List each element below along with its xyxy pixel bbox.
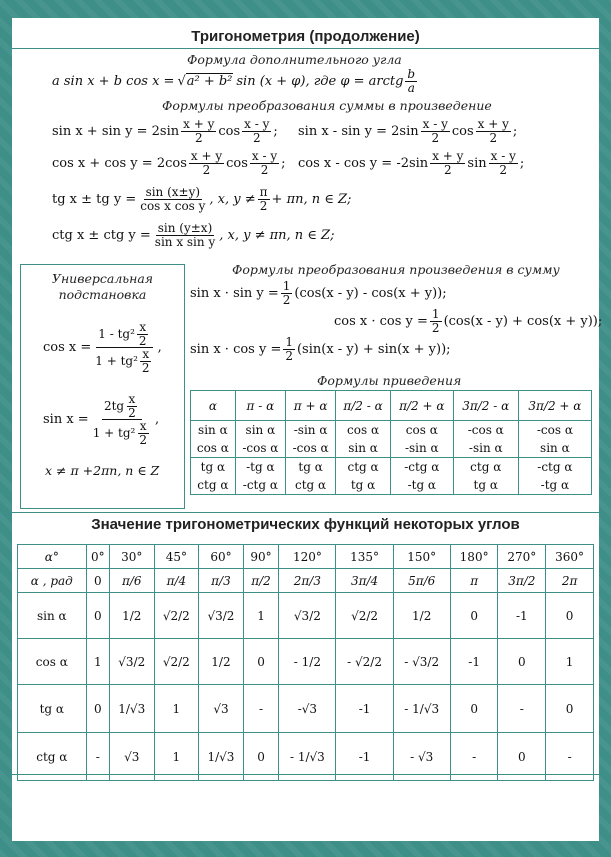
- values-cell: 0: [450, 593, 498, 639]
- values-cell: π/2: [243, 569, 279, 593]
- values-table: [17, 544, 594, 781]
- values-tg-row: [18, 685, 594, 733]
- values-cell: α , рад: [18, 569, 87, 593]
- u-half-d: 2: [138, 333, 147, 348]
- u-half-d: 2: [128, 405, 136, 420]
- u-cos-num: 1 - tg²: [98, 326, 135, 341]
- f1-d2: 2: [252, 130, 261, 145]
- f1-mid: cos: [218, 123, 241, 139]
- bottom-divider: [12, 774, 599, 775]
- reduction-cell: cos α -sin α: [390, 421, 453, 458]
- title-divider: [12, 48, 599, 49]
- p2-half-n: 1: [431, 307, 440, 321]
- reduction-cell: cos α sin α: [336, 421, 391, 458]
- tg-cond: , x, y ≠: [209, 191, 256, 207]
- values-cell: 3π/2: [498, 569, 546, 593]
- p1-half-n: 1: [282, 279, 291, 293]
- values-cell: -1: [336, 733, 393, 781]
- values-cell: √3: [199, 685, 244, 733]
- values-cell: 0: [450, 685, 498, 733]
- tg-den: cos x cos y: [140, 198, 206, 213]
- aux-frac-num: b: [407, 67, 416, 81]
- values-cell: 30°: [109, 545, 154, 569]
- formula-sin-sum: [52, 118, 278, 144]
- reduction-cell: -ctg α -tg α: [390, 458, 453, 495]
- u-half-d: 2: [139, 432, 147, 447]
- u-sin-num: 2tg: [103, 398, 125, 413]
- values-cell: π: [450, 569, 498, 593]
- values-radian-row: [18, 569, 594, 593]
- values-cell: - 1/√3: [393, 685, 450, 733]
- values-cell: 270°: [498, 545, 546, 569]
- universal-condition: x ≠ π +2πn, n ∈ Z: [45, 463, 160, 478]
- values-cell: 1/√3: [109, 685, 154, 733]
- values-cell: -: [498, 685, 546, 733]
- values-cell: 1: [154, 733, 199, 781]
- f4-d2: 2: [499, 162, 508, 177]
- f2-mid: cos: [451, 123, 474, 139]
- ctg-den: sin x sin y: [154, 234, 216, 249]
- u-sin-den: 1 + tg²: [92, 425, 136, 440]
- values-cell: 2π: [546, 569, 594, 593]
- ctg-lhs: ctg x ± ctg y =: [52, 227, 151, 243]
- values-cell: cos α: [18, 639, 87, 685]
- values-cell: -1: [498, 593, 546, 639]
- values-cell: π/4: [154, 569, 199, 593]
- f2-lhs: sin x - sin y = 2sin: [298, 123, 419, 139]
- values-cell: √2/2: [336, 593, 393, 639]
- u-half-n: x: [139, 419, 147, 434]
- reduction-cell: -sin α -cos α: [285, 421, 335, 458]
- values-cell: √3: [109, 733, 154, 781]
- reduction-cell: -cos α sin α: [518, 421, 591, 458]
- f1-n1: x + y: [183, 117, 215, 131]
- reduction-cell: sin α -cos α: [235, 421, 285, 458]
- f4-n2: x - y: [490, 149, 516, 163]
- tg-tail: + πn, n ∈ Z;: [271, 191, 352, 207]
- values-cell: √3/2: [109, 639, 154, 685]
- reduction-header: π - α: [235, 391, 285, 421]
- aux-frac-den: a: [407, 80, 415, 95]
- p2-rhs: (cos(x - y) + cos(x + y));: [443, 313, 603, 329]
- p1-lhs: sin x · sin y =: [190, 285, 279, 301]
- page-title: Тригонометрия (продолжение): [191, 28, 420, 45]
- formula-cos-diff: [298, 150, 524, 176]
- reduction-cell: ctg α tg α: [453, 458, 518, 495]
- values-cell: 0: [498, 639, 546, 685]
- formula-ctg-sum: [52, 222, 334, 248]
- values-cell: 90°: [243, 545, 279, 569]
- universal-cos-formula: [43, 321, 162, 374]
- reduction-header-row: [191, 391, 592, 421]
- reduction-cell: tg α ctg α: [191, 458, 236, 495]
- reduction-header: α: [191, 391, 236, 421]
- values-cell: - √2/2: [336, 639, 393, 685]
- product-to-sum-heading: Формулы преобразования произведения в сумму: [232, 262, 560, 277]
- values-cell: ctg α: [18, 733, 87, 781]
- tg-num: sin (x±y): [145, 185, 201, 199]
- values-cell: 120°: [279, 545, 336, 569]
- values-cell: -1: [336, 685, 393, 733]
- aux-rhs: sin (x + φ), где φ = arctg: [236, 73, 404, 89]
- values-cell: 45°: [154, 545, 199, 569]
- u-comma: ,: [157, 340, 162, 356]
- values-cell: 0: [546, 685, 594, 733]
- values-cell: -: [546, 733, 594, 781]
- universal-heading-2: подстановка: [58, 287, 147, 302]
- tg-pi-num: π: [259, 185, 268, 199]
- values-cell: -: [243, 685, 279, 733]
- reduction-table: [190, 390, 592, 495]
- u-half-d: 2: [141, 360, 150, 375]
- aux-lhs: a sin x + b cos x =: [52, 73, 175, 89]
- universal-heading-1: Универсальная: [51, 271, 154, 286]
- reduction-header: 3π/2 + α: [518, 391, 591, 421]
- f1-end: ;: [273, 123, 278, 139]
- values-cell: 1: [154, 685, 199, 733]
- universal-sin-formula: [43, 393, 159, 446]
- p1-half-d: 2: [282, 292, 291, 307]
- values-cell: 150°: [393, 545, 450, 569]
- f2-end: ;: [512, 123, 518, 139]
- u-half-n: x: [139, 320, 147, 334]
- reduction-row: [191, 421, 592, 458]
- values-cell: √2/2: [154, 593, 199, 639]
- values-cell: 1/2: [109, 593, 154, 639]
- values-cell: 1/√3: [199, 733, 244, 781]
- reduction-cell: sin α cos α: [191, 421, 236, 458]
- values-cell: 5π/6: [393, 569, 450, 593]
- reduction-cell: -tg α -ctg α: [235, 458, 285, 495]
- reduction-header: π + α: [285, 391, 335, 421]
- sum-to-product-heading: Формулы преобразования суммы в произведение: [162, 98, 492, 113]
- values-cell: 0: [86, 685, 109, 733]
- f4-lhs: cos x - cos y = -2sin: [298, 155, 429, 171]
- values-cell: - 1/√3: [279, 733, 336, 781]
- reduction-header: π/2 - α: [336, 391, 391, 421]
- page: [12, 18, 603, 841]
- values-cell: α°: [18, 545, 87, 569]
- values-sin-row: [18, 593, 594, 639]
- reduction-cell: -cos α -sin α: [453, 421, 518, 458]
- tg-pi-den: 2: [259, 198, 268, 213]
- values-cell: 3π/4: [336, 569, 393, 593]
- f4-d1: 2: [443, 162, 452, 177]
- formula-sin-sin: [190, 280, 447, 306]
- p3-half-d: 2: [285, 348, 293, 363]
- f1-n2: x - y: [244, 117, 270, 131]
- values-cell: -1: [450, 639, 498, 685]
- values-cell: 360°: [546, 545, 594, 569]
- f3-d2: 2: [260, 162, 269, 177]
- values-cell: -√3: [279, 685, 336, 733]
- values-cell: 0: [243, 733, 279, 781]
- u-cos-lhs: cos x =: [43, 340, 92, 356]
- values-cell: π/3: [199, 569, 244, 593]
- values-cell: π/6: [109, 569, 154, 593]
- values-cell: - √3/2: [393, 639, 450, 685]
- reduction-heading: Формулы приведения: [317, 373, 462, 388]
- p3-lhs: sin x · cos y =: [190, 341, 282, 357]
- p3-rhs: (sin(x - y) + sin(x + y));: [296, 341, 451, 357]
- p3-half-n: 1: [285, 335, 293, 349]
- reduction-row: [191, 458, 592, 495]
- values-heading: Значение тригонометрических функций некоторых углов: [91, 516, 520, 533]
- u-half-n: x: [128, 392, 136, 406]
- f3-n1: x + y: [190, 149, 223, 163]
- values-cell: 1: [243, 593, 279, 639]
- values-cell: 0: [86, 593, 109, 639]
- f2-d2: 2: [489, 130, 498, 145]
- f3-mid: cos: [226, 155, 248, 171]
- f4-mid: sin: [467, 155, 487, 171]
- f1-lhs: sin x + sin y = 2sin: [52, 123, 180, 139]
- values-cell: 0: [86, 569, 109, 593]
- values-cell: - √3: [393, 733, 450, 781]
- reduction-header: π/2 + α: [390, 391, 453, 421]
- formula-cos-cos: [334, 308, 602, 334]
- p2-lhs: cos x · cos y =: [334, 313, 428, 329]
- values-cell: √2/2: [154, 639, 199, 685]
- f2-d1: 2: [431, 130, 440, 145]
- reduction-cell: ctg α tg α: [336, 458, 391, 495]
- ctg-cond: , x, y ≠ πn, n ∈ Z;: [219, 227, 335, 243]
- values-cell: √3/2: [199, 593, 244, 639]
- values-cell: 180°: [450, 545, 498, 569]
- values-cell: √3/2: [279, 593, 336, 639]
- values-cell: 135°: [336, 545, 393, 569]
- tg-lhs: tg x ± tg y =: [52, 191, 137, 207]
- values-cell: tg α: [18, 685, 87, 733]
- f3-d1: 2: [202, 162, 211, 177]
- values-cos-row: [18, 639, 594, 685]
- values-cell: -: [86, 733, 109, 781]
- u-comma: ,: [154, 412, 160, 428]
- values-cell: 1: [546, 639, 594, 685]
- values-cell: 60°: [199, 545, 244, 569]
- ctg-num: sin (y±x): [157, 221, 213, 235]
- f3-lhs: cos x + cos y = 2cos: [52, 155, 187, 171]
- values-cell: 2π/3: [279, 569, 336, 593]
- values-cell: 1/2: [199, 639, 244, 685]
- f4-n1: x + y: [432, 149, 464, 163]
- values-cell: sin α: [18, 593, 87, 639]
- values-cell: 0°: [86, 545, 109, 569]
- aux-root: a² + b²: [186, 74, 233, 90]
- f1-d1: 2: [194, 130, 203, 145]
- reduction-header: 3π/2 - α: [453, 391, 518, 421]
- f2-n1: x - y: [422, 117, 448, 131]
- values-cell: 0: [498, 733, 546, 781]
- values-cell: - 1/2: [279, 639, 336, 685]
- universal-substitution-box: [20, 264, 185, 509]
- u-half-n: x: [142, 347, 150, 362]
- values-cell: 0: [243, 639, 279, 685]
- formula-tg-sum: [52, 186, 351, 212]
- values-cell: 1: [86, 639, 109, 685]
- reduction-cell: -ctg α -tg α: [518, 458, 591, 495]
- p1-rhs: (cos(x - y) - cos(x + y));: [294, 285, 447, 301]
- aux-angle-formula: a sin x + b cos x = √ a² + b² sin (x + φ), где φ = arctg $\frac{b}{a}$: [52, 67, 416, 95]
- values-cell: -: [450, 733, 498, 781]
- f3-n2: x - y: [251, 149, 278, 163]
- formula-sin-cos: [190, 336, 451, 362]
- values-cell: 0: [546, 593, 594, 639]
- aux-angle-heading: Формула дополнительного угла: [187, 52, 402, 67]
- reduction-cell: tg α ctg α: [285, 458, 335, 495]
- formula-cos-sum: [52, 150, 286, 176]
- f3-end: ;: [281, 155, 286, 171]
- u-cos-den: 1 + tg²: [95, 353, 138, 368]
- u-sin-lhs: sin x =: [43, 412, 89, 428]
- values-degree-row: [18, 545, 594, 569]
- values-cell: 1/2: [393, 593, 450, 639]
- p2-half-d: 2: [431, 320, 440, 335]
- formula-sin-diff: [298, 118, 517, 144]
- f4-end: ;: [519, 155, 525, 171]
- f2-n2: x + y: [477, 117, 509, 131]
- values-divider: [12, 512, 599, 513]
